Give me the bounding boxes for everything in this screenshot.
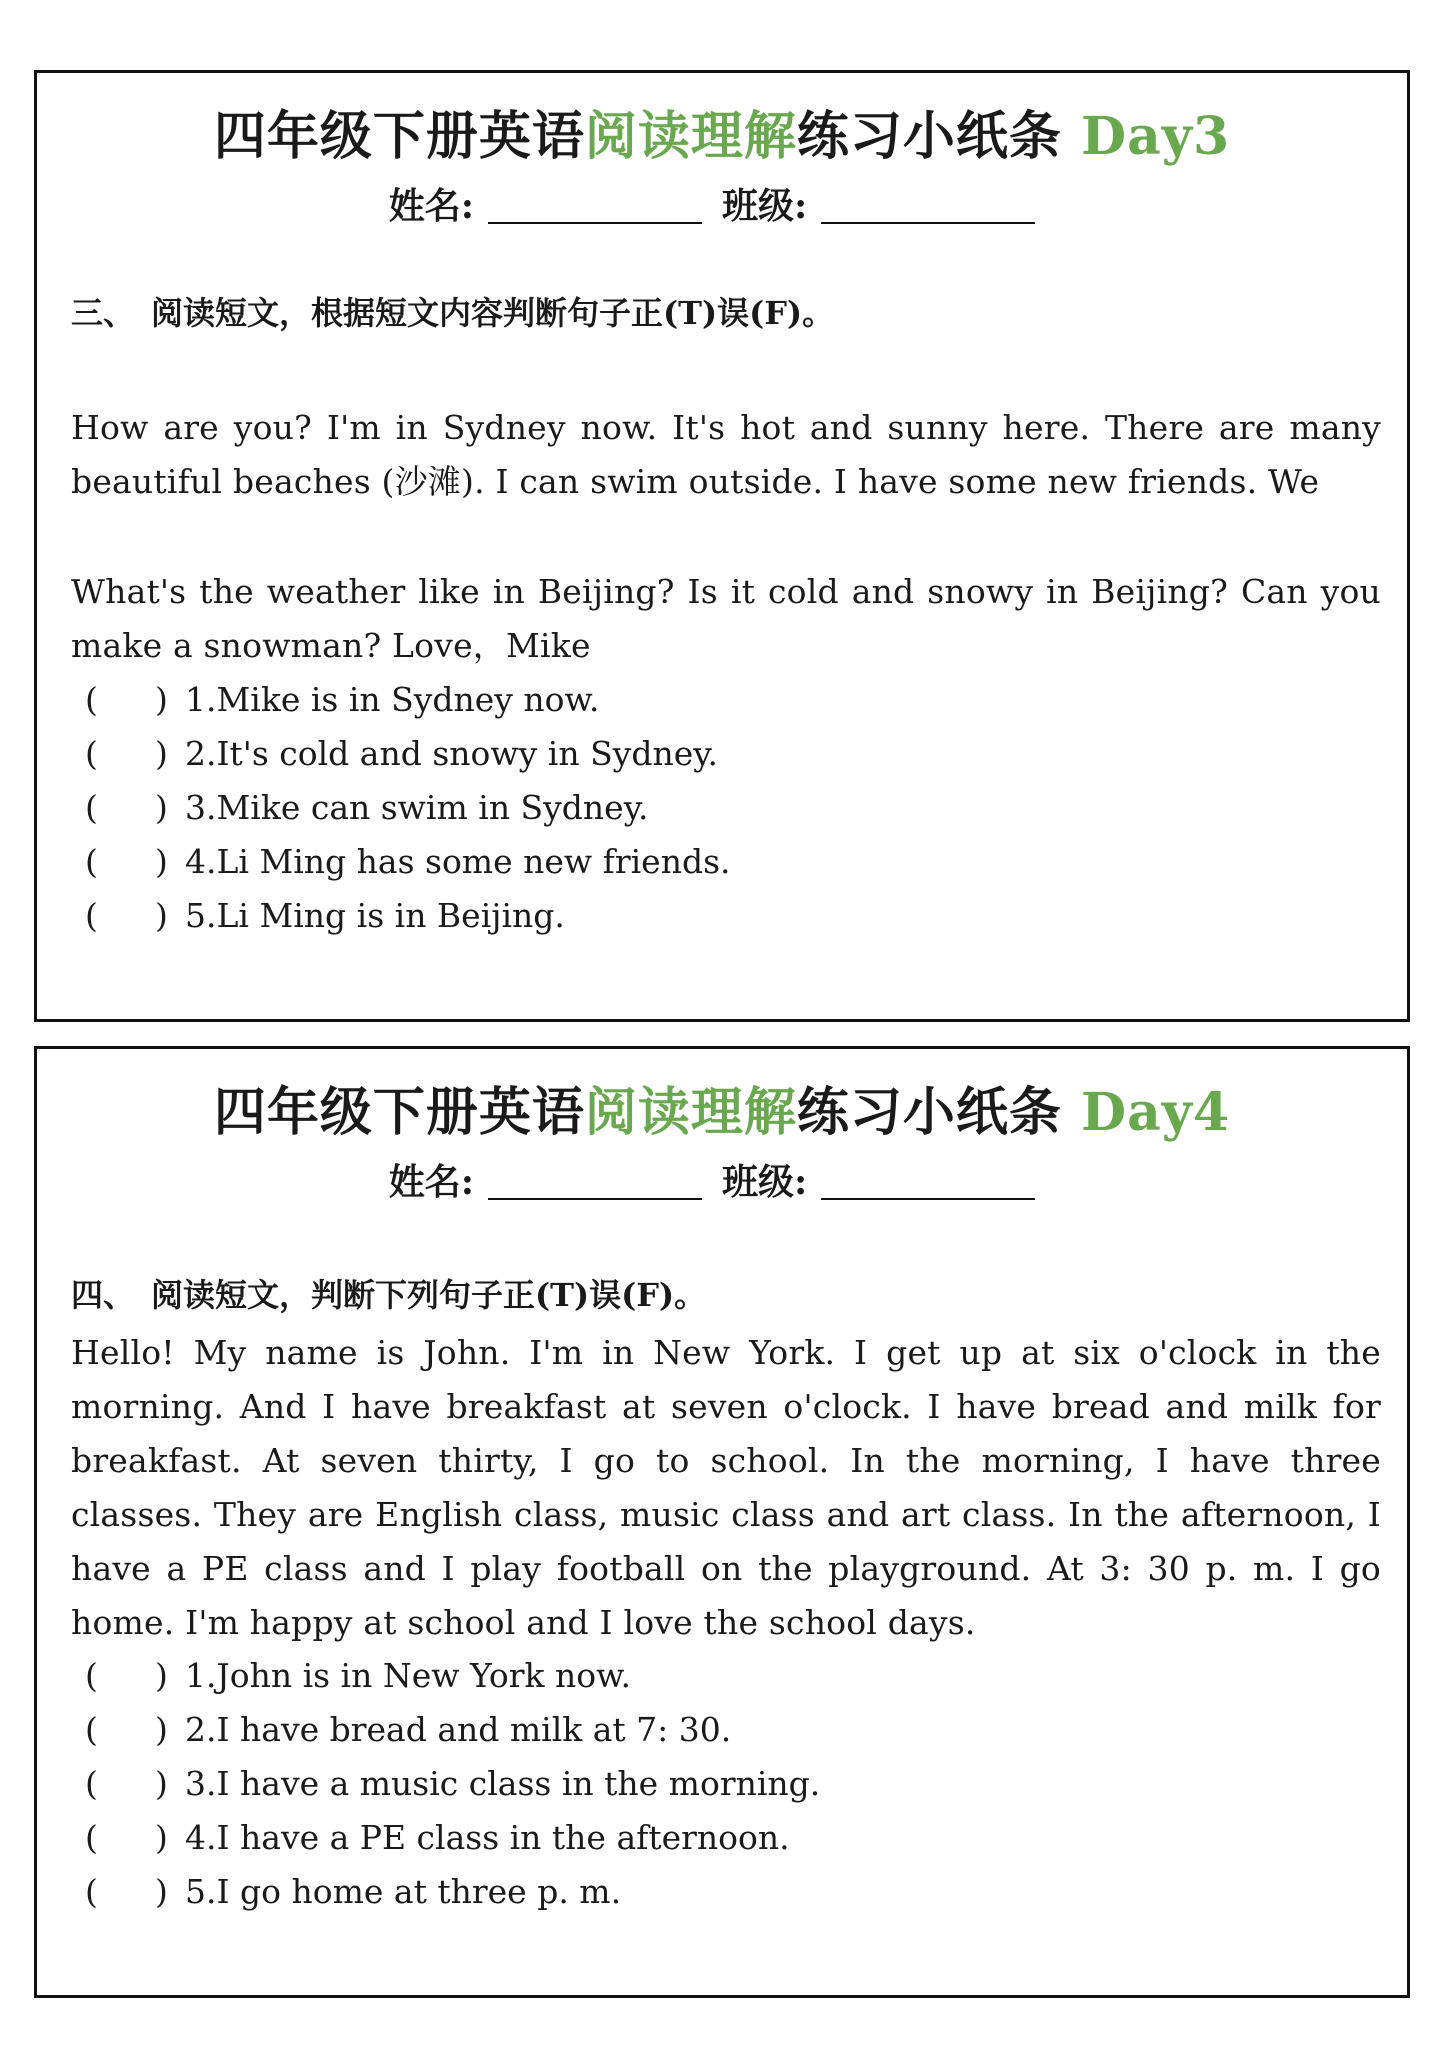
- section-heading: 四、 阅读短文，判断下列句子正(T)误(F)。: [71, 1276, 707, 1314]
- answer-paren-close: ): [155, 1656, 168, 1695]
- list-item: [85, 889, 731, 943]
- title-main: 四年级下册英语: [213, 106, 585, 167]
- answer-paren-close: ): [155, 788, 168, 827]
- answer-paren-open[interactable]: (: [85, 734, 98, 773]
- title-day: Day4: [1080, 1082, 1231, 1143]
- title-highlight: 阅读理解: [584, 1082, 797, 1143]
- passage-paragraph-1: Hello! My name is John. I'm in New York. I get up at six o'clock in the morning. And I have breakfast at seven o'clock. I have bread and milk for breakfast. At seven thirty, I go to school. In the morning, I have three classes. They are English class, music class and art class. In the afternoon, I have a PE class and I play football on the playground. At 3: 30 p. m. I go home. I'm happy at school and I love the school days.: [71, 1333, 1381, 1642]
- name-label: 姓名:: [388, 185, 474, 227]
- question-text: 5.Li Ming is in Beijing.: [185, 896, 565, 935]
- list-item: [85, 1865, 820, 1919]
- worksheet-title: [37, 1081, 1407, 1145]
- list-item: [85, 781, 731, 835]
- answer-paren-close: ): [155, 1710, 168, 1749]
- answer-paren-close: ): [155, 842, 168, 881]
- list-item: [85, 1757, 820, 1811]
- passage-paragraph-2: What's the weather like in Beijing? Is it cold and snowy in Beijing? Can you make a snowman? Love，Mike: [71, 572, 1381, 665]
- worksheet-title: [37, 105, 1407, 169]
- student-info-row: [37, 1159, 1407, 1205]
- class-blank[interactable]: [821, 1164, 1035, 1200]
- question-text: 3.Mike can swim in Sydney.: [185, 788, 649, 827]
- answer-paren-close: ): [155, 1872, 168, 1911]
- question-text: 2.I have bread and milk at 7: 30.: [185, 1710, 732, 1749]
- name-label: 姓名:: [388, 1161, 474, 1203]
- answer-paren-open[interactable]: (: [85, 1710, 98, 1749]
- name-blank[interactable]: [488, 188, 702, 224]
- student-info-row: [37, 183, 1407, 229]
- answer-paren-close: ): [155, 680, 168, 719]
- question-text: 2.It's cold and snowy in Sydney.: [185, 734, 718, 773]
- worksheet-card-day3: [34, 70, 1410, 1022]
- answer-paren-open[interactable]: (: [85, 896, 98, 935]
- answer-paren-close: ): [155, 734, 168, 773]
- question-text: 1.Mike is in Sydney now.: [185, 680, 600, 719]
- list-item: [85, 835, 731, 889]
- list-item: [85, 673, 731, 727]
- answer-paren-open[interactable]: (: [85, 1764, 98, 1803]
- title-suffix: 练习小纸条: [796, 1082, 1081, 1143]
- answer-paren-open[interactable]: (: [85, 1872, 98, 1911]
- question-text: 4.I have a PE class in the afternoon.: [185, 1818, 790, 1857]
- list-item: [85, 1649, 820, 1703]
- question-list: [85, 673, 731, 943]
- class-label: 班级:: [722, 1161, 808, 1203]
- class-label: 班级:: [722, 185, 808, 227]
- answer-paren-close: ): [155, 896, 168, 935]
- question-list: [85, 1649, 820, 1919]
- list-item: [85, 1703, 820, 1757]
- question-text: 3.I have a music class in the morning.: [185, 1764, 821, 1803]
- name-blank[interactable]: [488, 1164, 702, 1200]
- title-suffix: 练习小纸条: [796, 106, 1081, 167]
- passage-paragraph-1: How are you? I'm in Sydney now. It's hot and sunny here. There are many beautiful beaches (沙滩). I can swim outside. I have some new friends. We: [71, 408, 1381, 501]
- worksheet-card-day4: [34, 1046, 1410, 1998]
- question-text: 5.I go home at three p. m.: [185, 1872, 622, 1911]
- answer-paren-close: ): [155, 1764, 168, 1803]
- title-highlight: 阅读理解: [584, 106, 797, 167]
- answer-paren-open[interactable]: (: [85, 1818, 98, 1857]
- answer-paren-open[interactable]: (: [85, 1656, 98, 1695]
- answer-paren-open[interactable]: (: [85, 842, 98, 881]
- answer-paren-open[interactable]: (: [85, 788, 98, 827]
- answer-paren-close: ): [155, 1818, 168, 1857]
- title-day: Day3: [1080, 106, 1231, 167]
- question-text: 4.Li Ming has some new friends.: [185, 842, 731, 881]
- class-blank[interactable]: [821, 188, 1035, 224]
- answer-paren-open[interactable]: (: [85, 680, 98, 719]
- section-heading: 三、 阅读短文，根据短文内容判断句子正(T)误(F)。: [71, 294, 835, 332]
- list-item: [85, 1811, 820, 1865]
- question-text: 1.John is in New York now.: [185, 1656, 631, 1695]
- list-item: [85, 727, 731, 781]
- title-main: 四年级下册英语: [213, 1082, 585, 1143]
